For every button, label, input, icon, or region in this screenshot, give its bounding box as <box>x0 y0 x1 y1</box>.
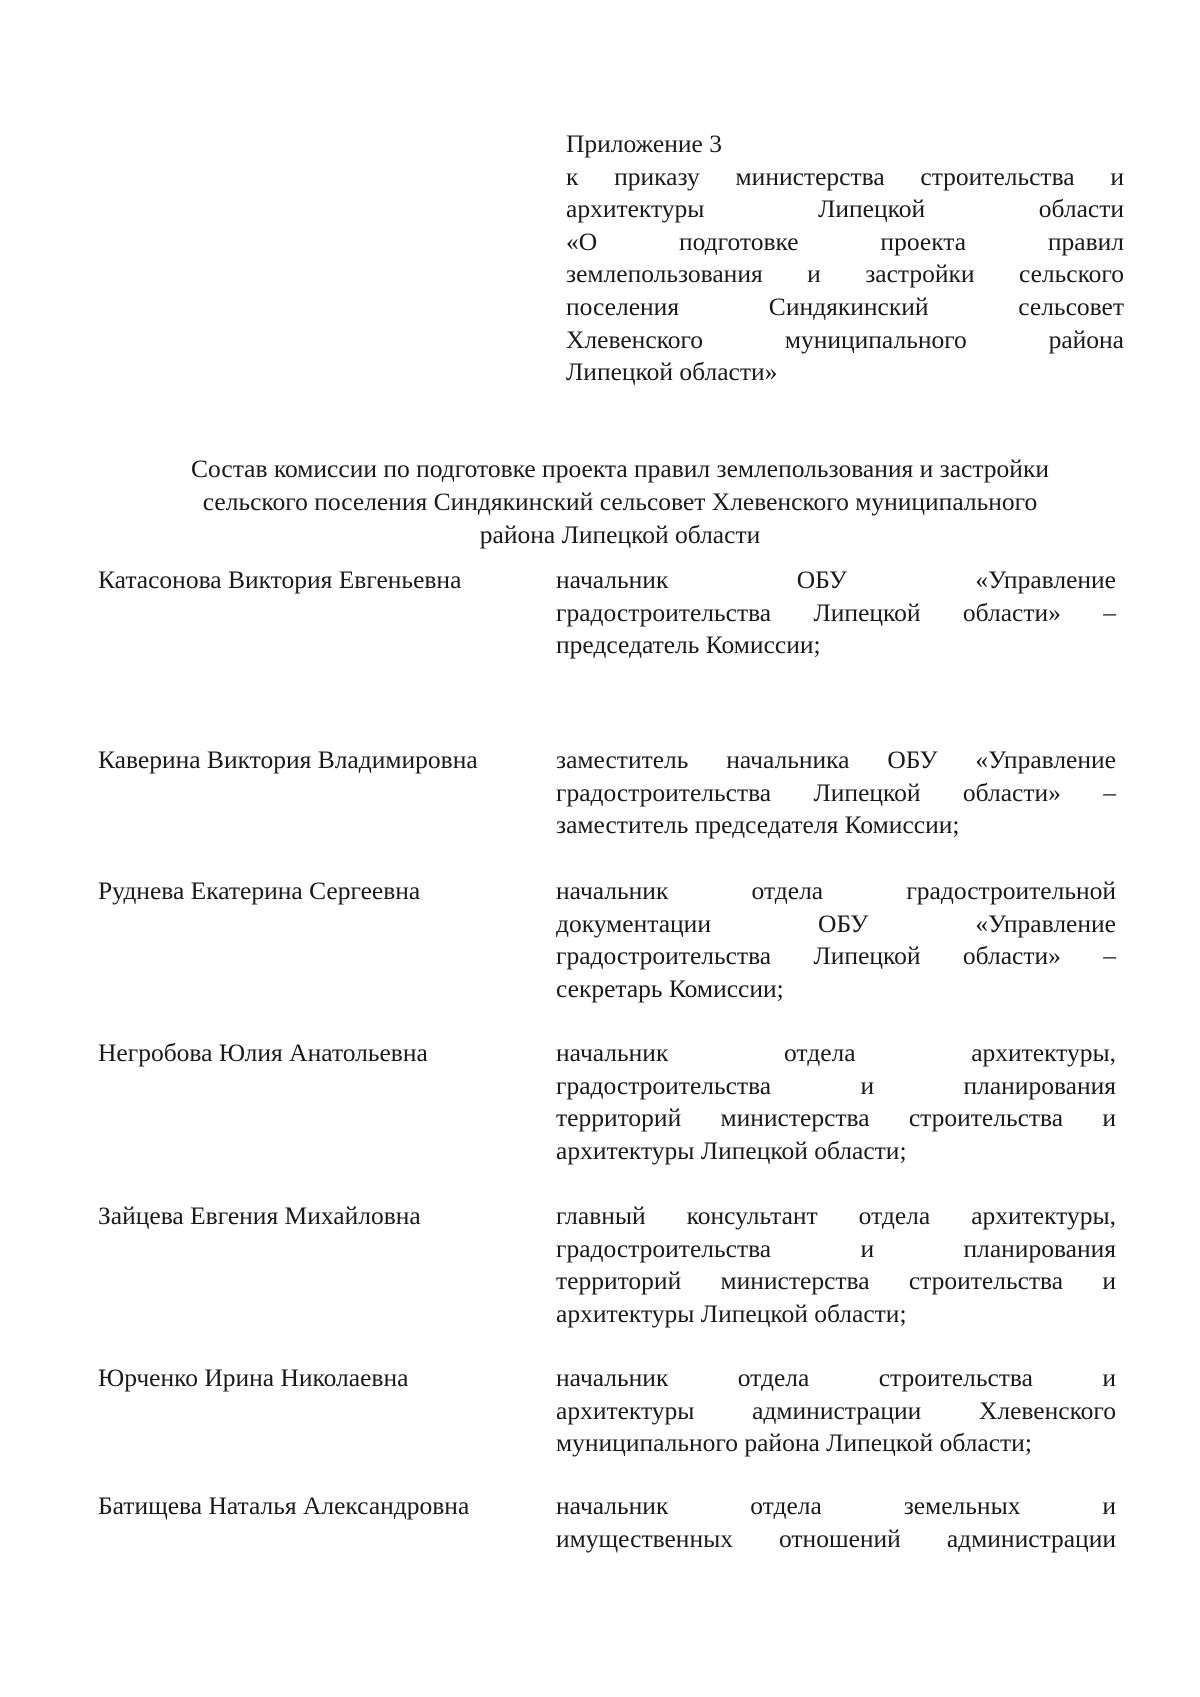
role-line: председатель Комиссии; <box>556 630 821 660</box>
member-name: Батищева Наталья Александровна <box>98 1491 470 1520</box>
role-line: градостроительства и планирования <box>556 1233 1116 1263</box>
member-role <box>556 1490 1116 1555</box>
member-role <box>556 1362 1116 1460</box>
member-name: Зайцева Евгения Михайловна <box>98 1201 421 1230</box>
role-line: секретарь Комиссии; <box>556 973 784 1003</box>
role-line: начальник отдела земельных и <box>556 1491 1116 1520</box>
title-line: сельского поселения Синдякинский сельсовет Хлевенского муниципального <box>202 487 1038 516</box>
appendix-line: Хлевенского муниципального района <box>566 324 1124 354</box>
role-line: градостроительства и планирования <box>556 1070 1116 1100</box>
role-line: заместитель начальника ОБУ «Управление <box>556 745 1116 774</box>
appendix-line: землепользования и застройки сельского <box>566 259 1124 289</box>
member-role <box>556 564 1116 662</box>
role-line: градостроительства Липецкой области» – <box>556 597 1116 627</box>
role-line: документации ОБУ «Управление <box>556 908 1116 938</box>
member-role <box>556 744 1116 842</box>
role-line: начальник отдела архитектуры, <box>556 1038 1116 1067</box>
member-name: Юрченко Ирина Николаевна <box>98 1363 409 1392</box>
role-line: градостроительства Липецкой области» – <box>556 941 1116 971</box>
appendix-line: к приказу министерства строительства и <box>566 161 1124 191</box>
role-line: начальник ОБУ «Управление <box>556 565 1116 594</box>
member-name: Руднева Екатерина Сергеевна <box>98 876 421 905</box>
role-line: заместитель председателя Комиссии; <box>556 810 960 840</box>
role-line: градостроительства Липецкой области» – <box>556 777 1116 807</box>
role-line: имущественных отношений администрации <box>556 1523 1116 1553</box>
member-name: Негробова Юлия Анатольевна <box>98 1038 428 1067</box>
member-role <box>556 1037 1116 1167</box>
document-title <box>120 452 1120 551</box>
role-line: территорий министерства строительства и <box>556 1266 1116 1296</box>
role-line: муниципального района Липецкой области; <box>556 1428 1032 1458</box>
appendix-line: Приложение 3 <box>566 129 722 158</box>
appendix-line: архитектуры Липецкой области <box>566 194 1124 224</box>
title-line: района Липецкой области <box>479 520 761 549</box>
role-line: архитектуры Липецкой области; <box>556 1135 907 1165</box>
appendix-line: Липецкой области» <box>566 357 778 387</box>
member-name: Катасонова Виктория Евгеньевна <box>98 565 462 594</box>
title-line: Состав комиссии по подготовке проекта правил землепользования и застройки <box>191 454 1049 483</box>
member-name: Каверина Виктория Владимировна <box>98 745 478 774</box>
member-role <box>556 1200 1116 1330</box>
appendix-header <box>566 128 1124 389</box>
role-line: архитектуры администрации Хлевенского <box>556 1395 1116 1425</box>
role-line: главный консультант отдела архитектуры, <box>556 1201 1116 1230</box>
appendix-line: «О подготовке проекта правил <box>566 226 1124 256</box>
role-line: архитектуры Липецкой области; <box>556 1298 907 1328</box>
role-line: начальник отдела градостроительной <box>556 876 1116 905</box>
member-role <box>556 875 1116 1005</box>
role-line: начальник отдела строительства и <box>556 1363 1116 1392</box>
role-line: территорий министерства строительства и <box>556 1103 1116 1133</box>
appendix-line: поселения Синдякинский сельсовет <box>566 291 1124 321</box>
